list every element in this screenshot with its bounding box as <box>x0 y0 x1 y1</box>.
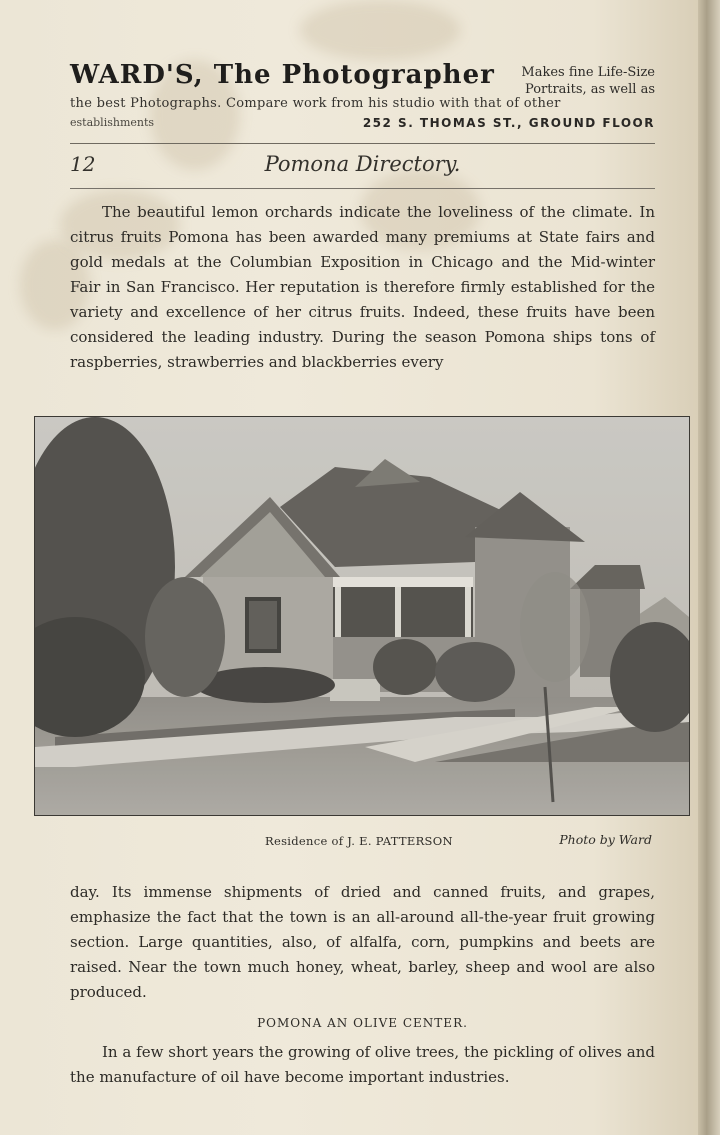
page-number: 12 <box>70 152 96 176</box>
section-heading: POMONA AN OLIVE CENTER. <box>257 1016 468 1030</box>
header-divider <box>70 188 655 189</box>
paragraph-olive-center <box>70 1040 655 1090</box>
page-edge <box>698 0 720 1135</box>
ad-address: 252 S. THOMAS ST., GROUND FLOOR <box>362 116 655 130</box>
ad-right-text: Makes fine Life-Size Portraits, as well as <box>521 65 655 97</box>
ad-title: WARD'S, The Photographer <box>70 60 495 90</box>
page-title: Pomona Directory. <box>264 152 461 176</box>
ad-divider <box>70 143 655 144</box>
advertisement <box>70 58 655 140</box>
paragraph-lemon-orchards <box>70 200 655 375</box>
photo-credit: Photo by Ward <box>559 832 652 847</box>
paragraph-shipments <box>70 880 655 1005</box>
ad-tagline: the best Photographs. Compare work from his studio with that of other <box>70 96 561 111</box>
paragraph-text: day. Its immense shipments of dried and canned fruits, and grapes, emphasize the fact that the town is an all-around all-the-year fruit growing section. Large quantities, also, of alfalfa, corn, pumpkins and beets are raised. Near the town much honey, wheat, barley, sheep and wool are also produced. <box>70 883 655 1001</box>
ad-establishments: establishments <box>70 116 155 129</box>
paragraph-text: The beautiful lemon orchards indicate the loveliness of the climate. In citrus fruits Pomona has been awarded many premiums at State fairs and gold medals at the Columbian Exposition in Chicago and the Mid-winter Fair in San Francisco. Her reputation is therefore firmly established for the variety and excellence of her citrus fruits. Indeed, these fruits have been considered the leading industry. During the season Pomona ships tons of raspberries, strawberries and blackberries every <box>70 203 655 371</box>
house-illustration <box>35 417 689 815</box>
paragraph-text: In a few short years the growing of olive trees, the pickling of olives and the manufacture of oil have become important industries. <box>70 1043 655 1086</box>
residence-photo <box>34 416 690 816</box>
photo-caption: Residence of J. E. PATTERSON <box>265 834 453 848</box>
running-header <box>70 152 655 182</box>
paper-stain <box>300 0 460 60</box>
